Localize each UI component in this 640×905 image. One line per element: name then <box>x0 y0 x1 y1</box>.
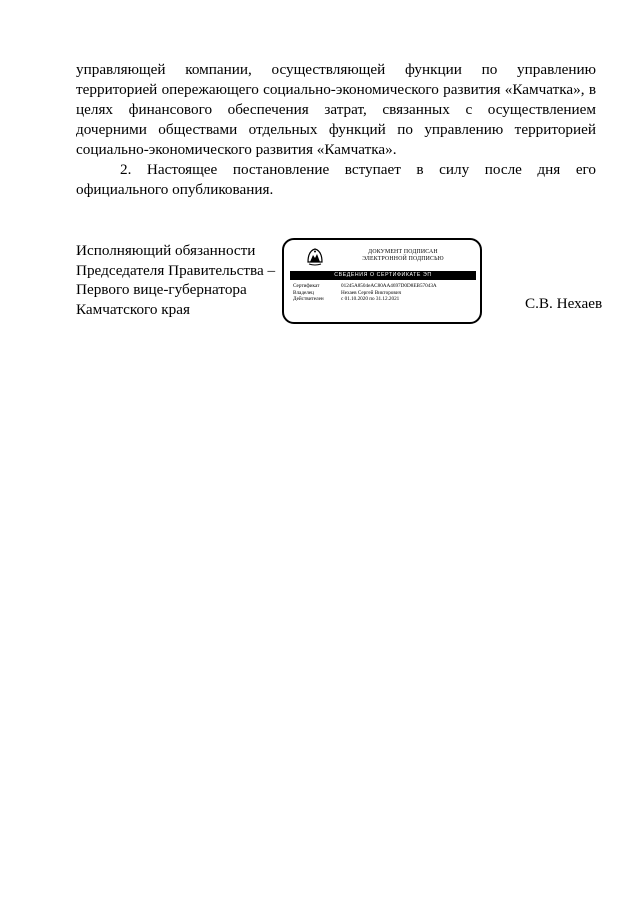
owner-value: Нехаев Сергей Викторович <box>341 289 402 296</box>
signer-position-line-1: Исполняющий обязанности <box>76 242 256 259</box>
validity-value: с 01.10.2020 по 31.12.2021 <box>341 296 400 303</box>
stamp-row-certificate <box>293 283 479 290</box>
stamp-header-line-2: ЭЛЕКТРОННОЙ ПОДПИСЬЮ <box>362 256 444 262</box>
signer-position <box>76 241 276 319</box>
certificate-value: 01245A8504eAC80AA4697D0D8EB57043A <box>341 283 437 289</box>
stamp-header <box>330 249 476 263</box>
validity-label: Действителен <box>293 296 324 303</box>
stamp-certificate-bar: СВЕДЕНИЯ О СЕРТИФИКАТЕ ЭП <box>290 271 476 280</box>
signer-position-line-3: Первого вице-губернатора <box>76 281 247 298</box>
signer-name: С.В. Нехаев <box>525 295 603 312</box>
certificate-label: Сертификат <box>293 283 320 289</box>
stamp-details <box>293 283 479 303</box>
crest-emblem-icon <box>304 245 326 267</box>
stamp-header-line-1: ДОКУМЕНТ ПОДПИСАН <box>368 249 438 255</box>
signer-position-line-2: Председателя Правительства – <box>76 261 276 279</box>
owner-label: Владелец <box>293 289 314 296</box>
signer-position-line-4: Камчатского края <box>76 300 190 318</box>
electronic-signature-stamp <box>282 238 482 324</box>
paragraph-2: 2. Настоящее постановление вступает в силу после дня его официального опубликования. <box>76 161 596 198</box>
paragraph-1: управляющей компании, осуществляющей функции по управлению территорией опережающего социально-экономического развития «Камчатка», в целях финансового обеспечения затрат, связанных с осуществлением дочерними обществами отдельных функций по управлению территорией социально-экономического развития «Камчатка». <box>76 61 596 158</box>
stamp-row-validity <box>293 296 479 303</box>
